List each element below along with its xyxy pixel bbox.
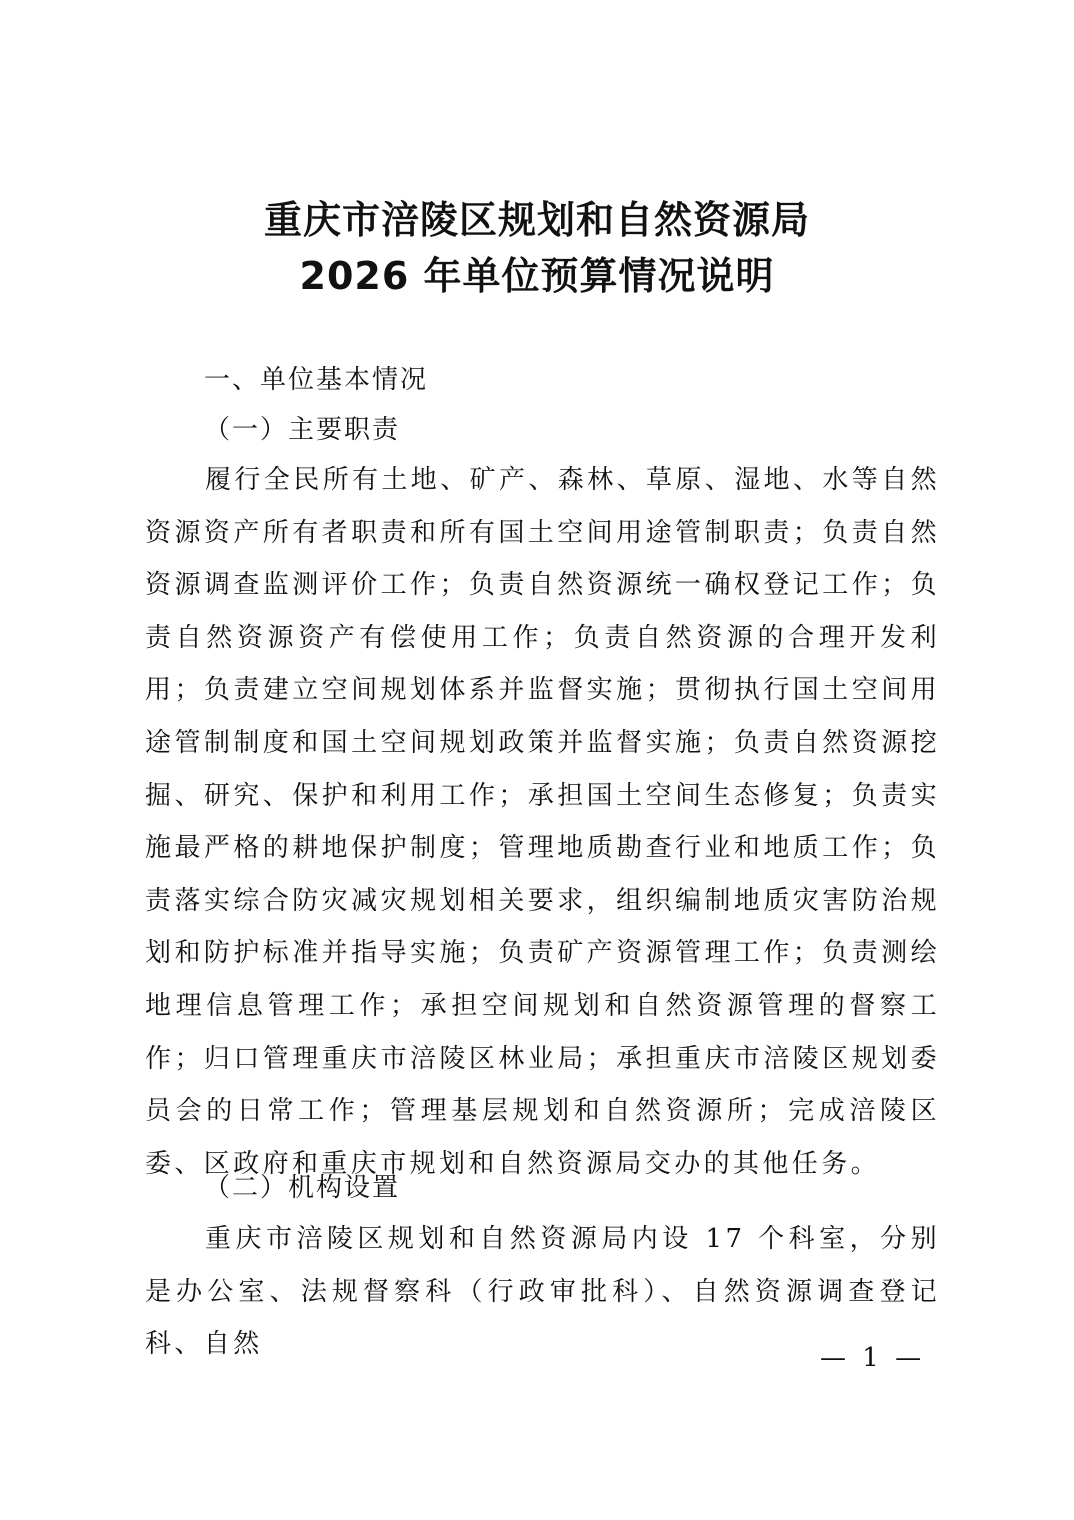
document-title-line2: 2026 年单位预算情况说明: [299, 254, 775, 298]
organization-paragraph: 重庆市涪陵区规划和自然资源局内设 17 个科室，分别是办公室、法规督察科（行政审批科）、自然资源调查登记科、自然: [145, 1224, 940, 1360]
subsection-heading-main-duties: （一）主要职责: [204, 415, 401, 445]
document-title-line1: 重庆市涪陵区规划和自然资源局: [263, 198, 810, 242]
main-duties-paragraph: 履行全民所有土地、矿产、森林、草原、湿地、水等自然资源资产所有者职责和所有国土空间用途管制职责；负责自然资源调查监测评价工作；负责自然资源统一确权登记工作；负责自然资源资产有偿使用工作；负责自然资源的合理开发利用；负责建立空间规划体系并监督实施；贯彻执行国土空间用途管制制度和国土空间规划政策并监督实施；负责自然资源挖掘、研究、保护和利用工作；承担国土空间生态修复；负责实施最严格的耕地保护制度；管理地质勘查行业和地质工作；负责落实综合防灾减灾规划相关要求，组织编制地质灾害防治规划和防护标准并指导实施；负责矿产资源管理工作；负责测绘地理信息管理工作；承担空间规划和自然资源管理的督察工作；归口管理重庆市涪陵区林业局；承担重庆市涪陵区规划委员会的日常工作；管理基层规划和自然资源所；完成涪陵区委、区政府和重庆市规划和自然资源局交办的其他任务。: [145, 465, 941, 1179]
subsection-heading-organization: （二）机构设置: [204, 1173, 401, 1203]
section-heading-basic-info: 一、单位基本情况: [204, 365, 429, 395]
page-number: — 1 —: [820, 1343, 926, 1373]
